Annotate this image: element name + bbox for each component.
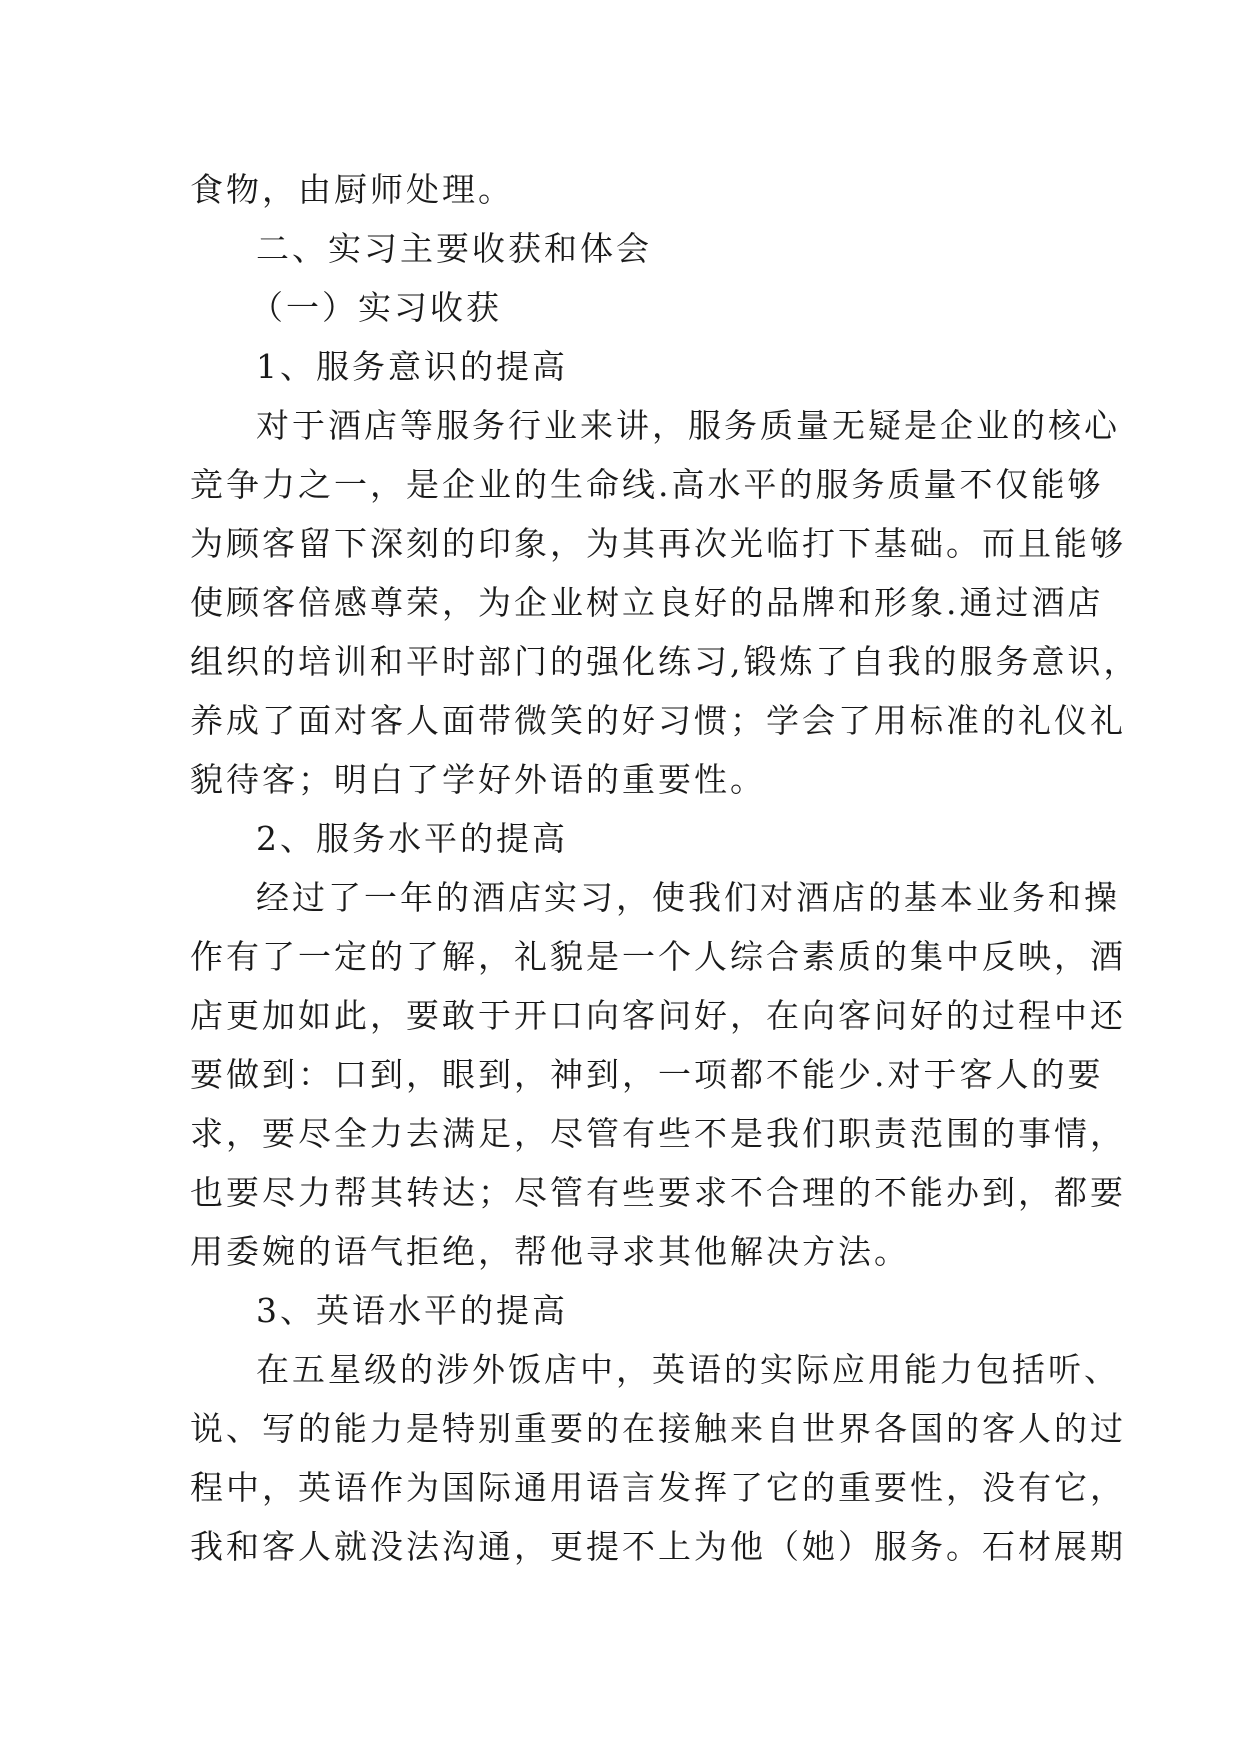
item-heading: 2、服务水平的提高 [256,819,568,858]
text-line: 在五星级的涉外饭店中，英语的实际应用能力包括听、 [256,1350,1120,1389]
text-line: 对于酒店等服务行业来讲，服务质量无疑是企业的核心 [256,406,1120,445]
text-line: 作有了一定的了解，礼貌是一个人综合素质的集中反映，酒 [190,937,1126,976]
text-line: 为顾客留下深刻的印象，为其再次光临打下基础。而且能够 [190,524,1126,563]
text-line: 经过了一年的酒店实习，使我们对酒店的基本业务和操 [256,878,1120,917]
item-heading: 3、英语水平的提高 [256,1291,568,1330]
text-line: 貌待客；明白了学好外语的重要性。 [190,760,766,799]
text-line: 竞争力之一，是企业的生命线.高水平的服务质量不仅能够 [190,465,1104,504]
document-page [190,160,1140,1576]
text-line: 说、写的能力是特别重要的在接触来自世界各国的客人的过 [190,1409,1126,1448]
text-line: 也要尽力帮其转达；尽管有些要求不合理的不能办到，都要 [190,1173,1126,1212]
text-line: 食物，由厨师处理。 [190,170,514,209]
section-heading: 二、实习主要收获和体会 [256,229,652,268]
text-line: 用委婉的语气拒绝，帮他寻求其他解决方法。 [190,1232,910,1271]
text-line: 养成了面对客人面带微笑的好习惯；学会了用标准的礼仪礼 [190,701,1126,740]
text-line: 程中，英语作为国际通用语言发挥了它的重要性，没有它， [190,1468,1126,1507]
text-line: 使顾客倍感尊荣，为企业树立良好的品牌和形象.通过酒店 [190,583,1104,622]
text-line: 求，要尽全力去满足，尽管有些不是我们职责范围的事情， [190,1114,1126,1153]
text-line: 店更加如此，要敢于开口向客问好，在向客问好的过程中还 [190,996,1126,1035]
text-line: 我和客人就没法沟通，更提不上为他（她）服务。石材展期 [190,1527,1126,1566]
item-heading: 1、服务意识的提高 [256,347,568,386]
subsection-heading: （一）实习收获 [250,288,502,327]
text-line: 要做到：口到，眼到，神到，一项都不能少.对于客人的要 [190,1055,1104,1094]
text-line: 组织的培训和平时部门的强化练习,锻炼了自我的服务意识， [190,642,1140,681]
